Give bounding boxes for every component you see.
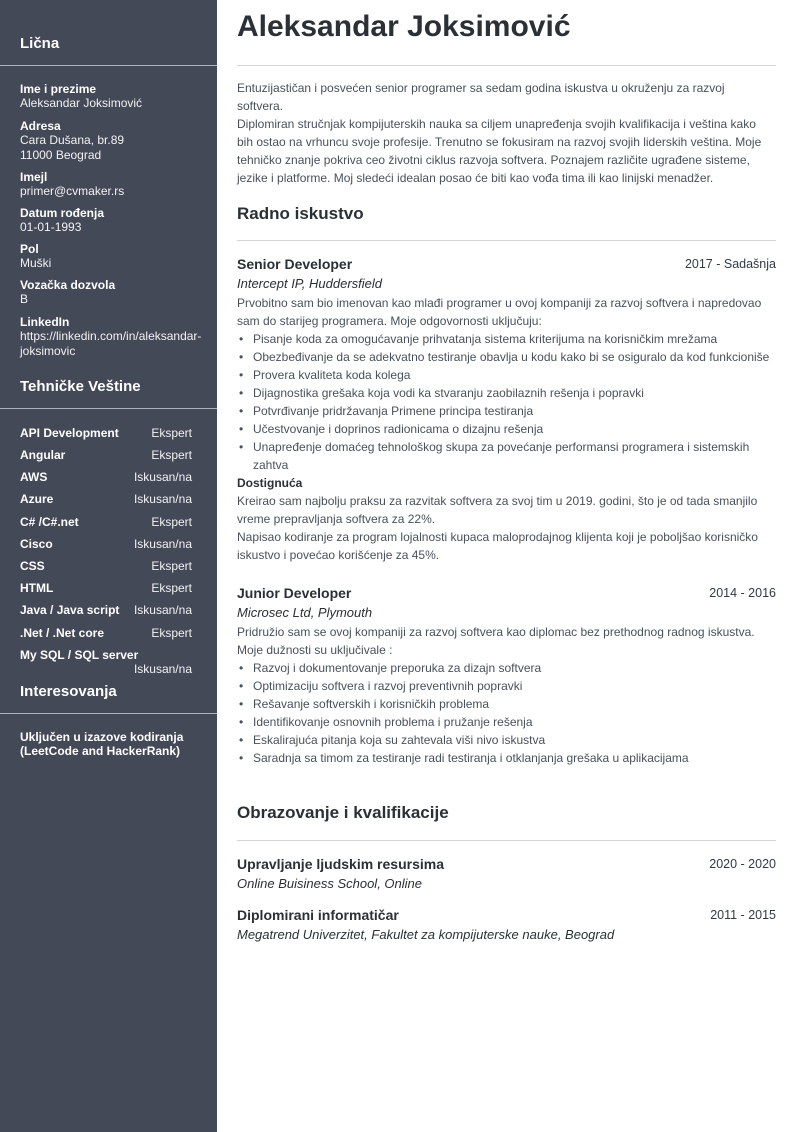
skill-level: Ekspert <box>151 426 192 440</box>
text-line: sam do starijeg programera. Moje odgovornosti uključuju: <box>237 314 542 328</box>
info-birthdate <box>20 206 104 235</box>
education-date: 2020 - 2020 <box>709 857 776 871</box>
degree-title: Upravljanje ljudskim resursima <box>237 856 444 872</box>
list-item: • Potvrđivanje pridržavanja Primene principa testiranja <box>237 402 776 420</box>
education-divider <box>237 840 776 841</box>
job-title: Junior Developer <box>237 585 352 601</box>
list-item: • Razvoj i dokumentovanje preporuka za dizajn softvera <box>237 659 776 677</box>
info-label: Datum rođenja <box>20 206 105 220</box>
skill-name: Angular <box>20 448 66 462</box>
text-line: Moje dužnosti su uključivale : <box>237 643 393 657</box>
linkedin-link[interactable]: https://linkedin.com/in/aleksandar- <box>20 329 202 343</box>
info-linkedin <box>20 315 201 358</box>
responsibility-list <box>237 659 776 767</box>
info-value: 11000 Beograd <box>20 147 102 162</box>
personal-heading: Lična <box>20 35 60 52</box>
summary-line: jezike i platforme. Moj sledeći idealan posao će biti kao vođa tima ili kao linijski menadžer. <box>237 171 714 185</box>
job-date: 2014 - 2016 <box>709 586 776 600</box>
info-label: Adresa <box>20 119 61 133</box>
responsibility-list <box>237 330 776 456</box>
skill-name: Java / Java script <box>20 603 120 617</box>
list-item: • Učestvovanje i doprinos radionicama o dizajnu rešenja <box>237 420 776 438</box>
job-intro <box>237 623 776 659</box>
sidebar <box>0 0 217 1132</box>
education-date: 2011 - 2015 <box>710 908 776 922</box>
experience-divider <box>237 240 776 241</box>
list-item: • Saradnja sa timom za testiranje radi testiranja i otklanjanja grešaka u aplikacijama <box>237 749 776 767</box>
skill-level: Ekspert <box>151 448 192 462</box>
info-value: B <box>20 292 29 306</box>
institution: Megatrend Univerzitet, Fakultet za kompijuterske nauke, Beograd <box>237 927 615 942</box>
bullet-continuation: zahtva <box>253 458 289 472</box>
interests-heading: Interesovanja <box>20 683 117 700</box>
header-divider <box>237 65 776 66</box>
info-value: Aleksandar Joksimović <box>20 96 143 110</box>
job-entry <box>237 585 776 767</box>
info-gender <box>20 242 51 271</box>
skill-name: Azure <box>20 492 54 506</box>
skill-level: Ekspert <box>151 515 192 529</box>
email-link[interactable]: primer@cvmaker.rs <box>20 184 125 198</box>
interests-list <box>20 730 210 758</box>
skill-level: Iskusan/na <box>133 603 192 617</box>
info-label: Vozačka dozvola <box>20 278 116 292</box>
skill-level: Iskusan/na <box>133 662 192 676</box>
info-value: 01-01-1993 <box>20 220 82 234</box>
info-email <box>20 170 124 199</box>
info-value: Cara Dušana, br.89 <box>20 133 125 147</box>
skill-level: Ekspert <box>151 559 192 573</box>
interest-item: Uključen u izazove kodiranja <box>20 730 184 744</box>
text-line: Prvobitno sam bio imenovan kao mlađi programer u ovoj kompaniji za razvoj softvera i napredovao <box>237 296 762 310</box>
text-line: iskustvo i povećao korišćenje za 45%. <box>237 548 440 562</box>
skill-name: My SQL / SQL server <box>20 648 139 662</box>
skill-name: CSS <box>20 559 45 573</box>
job-company: Microsec Ltd, Plymouth <box>237 605 373 620</box>
list-item: • Eskalirajuća pitanja koja su zahtevala viši nivo iskustva <box>237 731 776 749</box>
summary-line: bih ostao na vrhuncu svoje profesije. Trenutno se fokusiram na razvoj svojih liderskih veština. Moje <box>237 135 762 149</box>
experience-heading: Radno iskustvo <box>237 204 364 223</box>
job-entry <box>237 256 776 564</box>
list-item: • Pisanje koda za omogućavanje prihvatanja sistema kriterijuma na korisničkim mrežama <box>237 330 776 348</box>
skill-level: Iskusan/na <box>133 492 192 506</box>
interest-item: (LeetCode and HackerRank) <box>20 744 181 758</box>
list-item: • Unapređenje domaćeg tehnološkog skupa za povećanje performansi programera i sistemskih <box>237 438 776 456</box>
job-date: 2017 - Sadašnja <box>684 257 776 271</box>
info-label: Pol <box>20 242 39 256</box>
personal-divider <box>0 65 217 66</box>
skill-name: C# /C#.net <box>20 515 79 529</box>
achievements-heading: Dostignuća <box>237 476 303 490</box>
achievements-text <box>237 492 776 564</box>
skill-name: Cisco <box>20 537 53 551</box>
job-company: Intercept IP, Huddersfield <box>237 276 383 291</box>
info-label: LinkedIn <box>20 315 70 329</box>
list-item: • Identifikovanje osnovnih problema i pružanje rešenja <box>237 713 776 731</box>
info-label: Imejl <box>20 170 48 184</box>
skill-name: API Development <box>20 426 119 440</box>
list-item: • Obezbeđivanje da se adekvatno testiranje obavlja u kodu kako bi se osiguralo da kod funkcioniše <box>237 348 776 366</box>
text-line: Pridružio sam se ovoj kompaniji za razvoj softvera kao diplomac bez prethodnog radnog iskustva. <box>237 625 755 639</box>
skills-heading: Tehničke Veštine <box>20 378 141 395</box>
list-item: • Dijagnostika grešaka koja vodi ka stvaranju zaobilaznih rešenja i popravki <box>237 384 776 402</box>
summary-line: Diplomiran stručnjak kompijuterskih nauka sa ciljem unapređenja svojih kvalifikacija i veština kako <box>237 117 756 131</box>
text-line: vreme prepravljanja softvera za 22%. <box>237 512 436 526</box>
profile-summary <box>237 79 776 187</box>
job-title: Senior Developer <box>237 256 353 272</box>
institution: Online Buisiness School, Online <box>237 876 422 891</box>
text-line: Kreirao sam najbolju praksu za razvitak softvera za svoj tim u 2019. godini, što je od tada smanjilo <box>237 494 758 508</box>
skill-level: Iskusan/na <box>133 537 192 551</box>
education-heading: Obrazovanje i kvalifikacije <box>237 803 449 822</box>
list-item: • Provera kvaliteta koda kolega <box>237 366 776 384</box>
summary-line: softvera. <box>237 99 284 113</box>
linkedin-link[interactable]: joksimovic <box>20 343 76 358</box>
degree-title: Diplomirani informatičar <box>237 907 399 923</box>
job-intro <box>237 294 776 330</box>
education-entry <box>237 856 776 894</box>
skill-name: AWS <box>20 470 48 484</box>
interests-divider <box>0 713 217 714</box>
info-label: Ime i prezime <box>20 82 97 96</box>
text-line: Napisao kodiranje za program lojalnosti kupaca maloprodajnog klijenta koji je poboljšao korisničko <box>237 530 758 544</box>
skill-level: Ekspert <box>151 626 192 640</box>
skill-name: HTML <box>20 581 54 595</box>
info-name <box>20 82 142 111</box>
skill-name: .Net / .Net core <box>20 626 105 640</box>
info-value: Muški <box>20 256 52 270</box>
list-item: • Optimizaciju softvera i razvoj preventivnih popravki <box>237 677 776 695</box>
candidate-name: Aleksandar Joksimović <box>237 10 571 43</box>
list-item: • Rešavanje softverskih i korisničkih problema <box>237 695 776 713</box>
education-entry <box>237 907 776 945</box>
skill-level: Ekspert <box>151 581 192 595</box>
summary-line: Entuzijastičan i posvećen senior programer sa sedam godina iskustva u okruženju za razvoj <box>237 81 725 95</box>
info-address <box>20 119 124 162</box>
skill-level: Iskusan/na <box>133 470 192 484</box>
skills-divider <box>0 408 217 409</box>
summary-line: tehničko znanje pokriva ceo životni ciklus razvoja softvera. Poznajem različite ugrađene sisteme, <box>237 153 750 167</box>
info-license <box>20 278 115 307</box>
